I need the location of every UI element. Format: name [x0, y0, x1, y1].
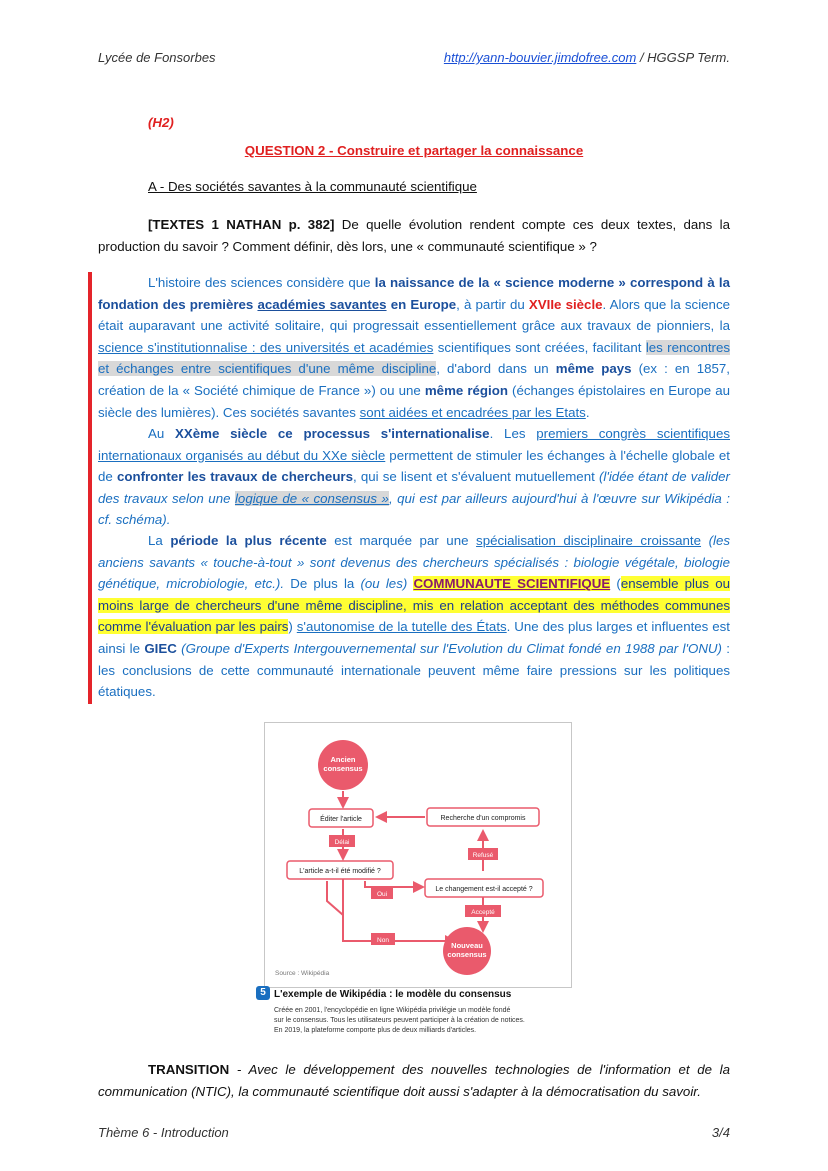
no-label: Non: [377, 937, 389, 944]
figure-source: Source : Wikipédia: [275, 970, 330, 977]
header-course: / HGGSP Term.: [636, 50, 730, 65]
paragraph-2: Au XXème siècle ce processus s'internationalise. Les premiers congrès scientifiques internationaux organisés au début du XXe siècle permettent de stimuler les échanges à l'échelle globale et de confronter les travaux de chercheurs, qui se lisent et s'évaluent mutuellement (l'idée étant de valider des travaux selon une logique de « consensus », qui est par ailleurs aujourd'hui à l'œuvre sur Wikipédia : cf. schéma).: [98, 426, 731, 528]
margin-bar: [88, 272, 92, 704]
transition-text: - Avec le développement des nouvelles technologies de l'information et de la communication (NTIC), la communauté scientifique doit aussi s'adapter à la démocratisation du savoir.: [98, 1062, 730, 1099]
caption-text: Créée en 2001, l'encyclopédie en ligne Wikipédia privilégie un modèle fondé sur le consensus. Tous les utilisateurs peuvent participer à la création de notices. En 2019, la plateforme comporte plus de deux milliards d'articles.: [274, 1007, 525, 1034]
section-heading: A - Des sociétés savantes à la communauté scientifique: [148, 179, 477, 194]
accepted-question: Le changement est-il accepté ?: [435, 886, 533, 893]
modified-label: L'article a-t-il été modifié ?: [299, 868, 381, 875]
header-url-link[interactable]: http://yann-bouvier.jimdofree.com: [443, 50, 637, 65]
node-end: [443, 927, 491, 975]
footer-theme: Thème 6 - Introduction: [98, 1125, 229, 1140]
paragraph-3: La période la plus récente est marquée par une spécialisation disciplinaire croissante (les anciens savants « touche-à-tout » sont devenus des chercheurs spécialisés : biologie végétale, biologie génétique, microbiologie, etc.). De plus la (ou les) COMMUNAUTE SCIENTIFIQUE (ensemble plus ou moins large de chercheurs d'une même discipline, mis en relation acceptant des méthodes communes comme l'évaluation par les pairs) s'autonomise de la tutelle des États. Une des plus larges et influentes est ainsi le GIEC (Groupe d'Experts Intergouvernemental sur l'Evolution du Climat fondé en 1988 par l'ONU) : les conclusions de cette communauté internationale peuvent même faire pressions sur les politiques étatiques.: [98, 533, 731, 700]
node-start: [318, 740, 368, 790]
header-right: [444, 50, 730, 65]
transition-paragraph: [98, 1059, 730, 1102]
search-label: Recherche d'un compromis: [440, 815, 526, 822]
level-tag: (H2): [148, 115, 174, 130]
paragraph-1: L'histoire des sciences considère que la naissance de la « science moderne » correspond à la fondation des premières académies savantes en Europe, à partir du XVIIe siècle. Alors que la science était auparavant une activité solitaire, qui progressait essentiellement grâce aux travaux de pionniers, la science s'institutionnalise : des universités et académies scientifiques sont créées, facilitant les rencontres et échanges entre scientifiques d'une même discipline, d'abord dans un même pays (ex : en 1857, création de la « Société chimique de France ») ou une même région (échanges épistolaires en Europe au siècle des lumières). Ces sociétés savantes sont aidées et encadrées par les Etats.: [98, 275, 731, 420]
header-school: Lycée de Fonsorbes: [98, 50, 216, 65]
figure-number: 5: [256, 986, 270, 1000]
edit-label: Éditer l'article: [320, 816, 362, 823]
intro-ref: [TEXTES 1 NATHAN p. 382]: [148, 217, 335, 232]
consensus-diagram: [264, 722, 572, 988]
intro-paragraph: [98, 214, 730, 257]
accepted-label: Accepté: [471, 909, 495, 916]
caption-title: L'exemple de Wikipédia : le modèle du consensus: [274, 989, 512, 1000]
intro-text: De quelle évolution rendent compte ces deux textes, dans la production du savoir ? Comment définir, dès lors, une « communauté scientifique » ?: [98, 217, 730, 254]
yes-label: Oui: [376, 891, 388, 898]
end-line-2: consensus: [447, 950, 487, 959]
delay-label: Délai: [334, 839, 350, 846]
start-line-2: consensus: [323, 764, 363, 773]
page-number: 3/4: [711, 1125, 730, 1140]
refused-label: Refusé: [472, 852, 494, 859]
start-line-1: Ancien: [330, 755, 356, 764]
transition-label: TRANSITION: [148, 1062, 230, 1077]
page-title: QUESTION 2 - Construire et partager la connaissance: [244, 143, 584, 158]
end-line-1: Nouveau: [451, 941, 483, 950]
